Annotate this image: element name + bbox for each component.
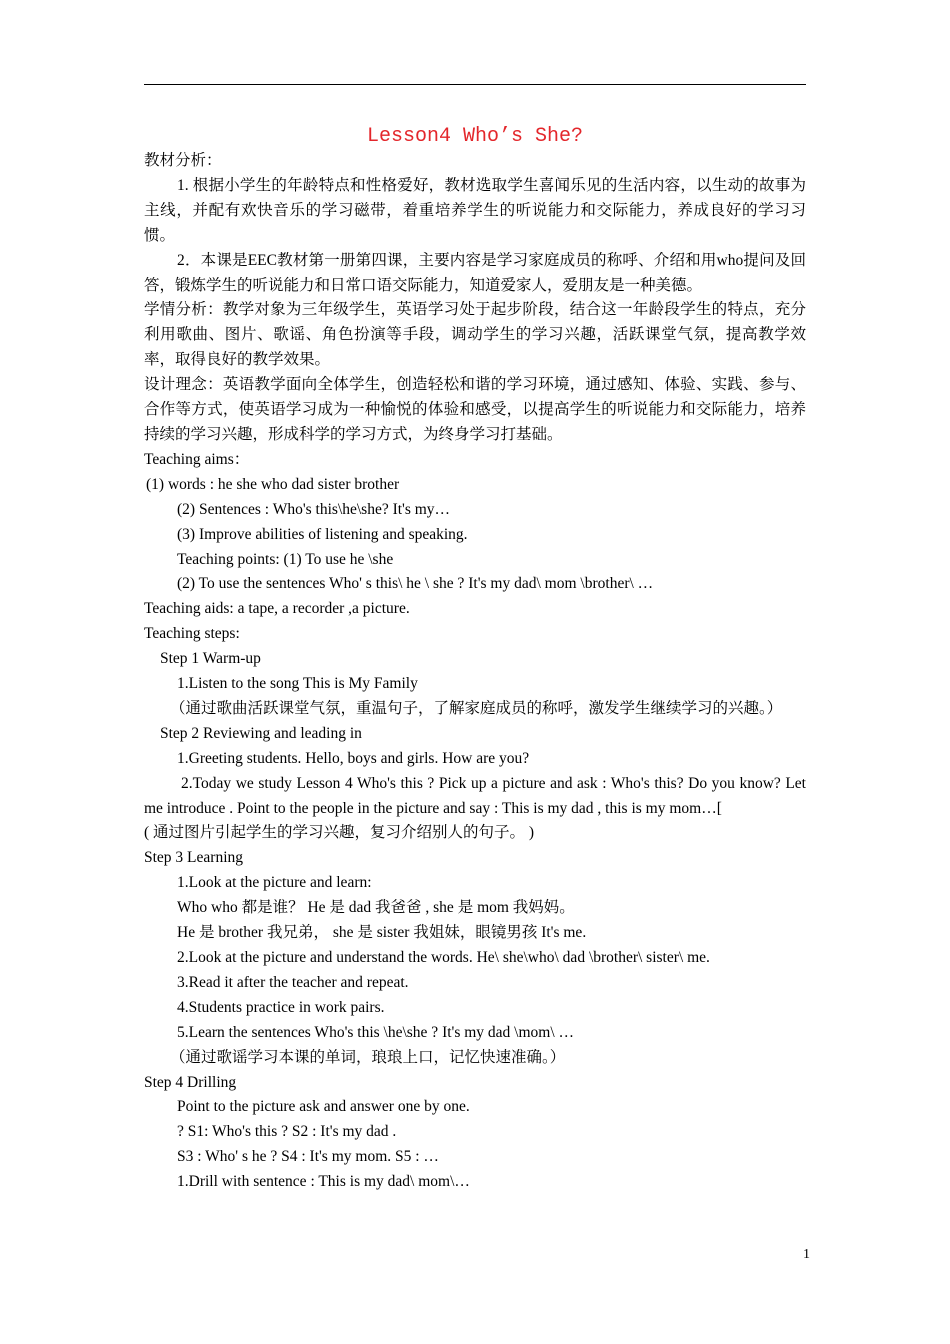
paragraph: 学情分析：教学对象为三年级学生，英语学习处于起步阶段，结合这一年龄段学生的特点，充分利用歌曲、图片、歌谣、角色扮演等手段，调动学生的学习兴趣，活跃课堂气氛，提高教学效率，取得良好的教学效果。 [144, 301, 806, 369]
header-rule [144, 84, 806, 85]
section-heading: Teaching aids: a tape, a recorder ,a picture. [144, 600, 410, 618]
step-heading: Step 4 Drilling [144, 1073, 237, 1091]
list-item: 5.Learn the sentences Who's this \he\she ? It's my dad \mom\ … [177, 1023, 575, 1041]
note: （通过歌谣学习本课的单词，琅琅上口，记忆快速准确。） [170, 1048, 566, 1066]
step-heading: Step 2 Reviewing and leading in [160, 724, 362, 742]
list-item: 2.Look at the picture and understand the words. He\ she\who\ dad \brother\ sister\ me. [177, 949, 710, 966]
paragraph: 2.Today we study Lesson 4 Who's this ? Pick up a picture and ask : Who's this? Do you know? Let me introduce . Point to the people in the picture and say : This is my dad , this is my mom…[ [144, 774, 810, 817]
paragraph: 设计理念：英语教学面向全体学生，创造轻松和谐的学习环境，通过感知、体验、实践、参与、合作等方式，使英语学习成为一种愉悦的体验和感受，以提高学生的听说能力和交际能力，培养持续的学习兴趣，形成科学的学习方式，为终身学习打基础。 [144, 376, 806, 443]
list-item: S3 : Who' s he ? S4 : It's my mom. S5 : … [177, 1148, 439, 1166]
list-item: 3.Read it after the teacher and repeat. [177, 973, 409, 991]
list-item: (3) Improve abilities of listening and speaking. [177, 525, 468, 543]
page-number: 1 [803, 1247, 810, 1262]
section-heading: 教材分析： [144, 152, 222, 169]
list-item: 4.Students practice in work pairs. [177, 998, 385, 1016]
list-item: Who who 都是谁？ He 是 dad 我爸爸 , she 是 mom 我妈妈。 [177, 899, 575, 917]
list-item: Point to the picture ask and answer one by one. [177, 1098, 470, 1116]
section-heading: Teaching steps: [144, 625, 240, 643]
list-item: He 是 brother 我兄弟， she 是 sister 我姐妹，眼镜男孩 It's me. [177, 924, 587, 942]
list-item: 1.Greeting students. Hello, boys and girls. How are you? [177, 749, 530, 767]
list-item: 1.Listen to the song This is My Family [177, 675, 418, 693]
section-heading: Teaching aims： [144, 450, 250, 468]
step-heading: Step 3 Learning [144, 849, 244, 867]
list-item: (2) To use the sentences Who' s this\ he \ she ? It's my dad\ mom \brother\ … [177, 575, 654, 593]
list-item: ? S1: Who's this ? S2 : It's my dad . [177, 1123, 397, 1141]
list-item: 1.Drill with sentence : This is my dad\ mom\… [177, 1173, 470, 1191]
lesson-title: Lesson4 Who’s She? [366, 125, 584, 148]
lesson-body [144, 149, 810, 1195]
paragraph: 2．本课是EEC教材第一册第四课，主要内容是学习家庭成员的称呼、介绍和用who提问及回答，锻炼学生的听说能力和日常口语交际能力，知道爱家人，爱朋友是一种美德。 [144, 251, 806, 294]
list-item: 1.Look at the picture and learn: [177, 874, 372, 892]
step-heading: Step 1 Warm-up [160, 650, 261, 668]
list-item: (2) Sentences : Who's this\he\she? It's my… [177, 500, 451, 518]
list-item: Teaching points: (1) To use he \she [177, 550, 394, 568]
note: ( 通过图片引起学生的学习兴趣，复习介绍别人的句子。 ) [144, 824, 535, 842]
paragraph: 1. 根据小学生的年龄特点和性格爱好，教材选取学生喜闻乐见的生活内容，以生动的故事为主线，并配有欢快音乐的学习磁带，着重培养学生的听说能力和交际能力，养成良好的学习习惯。 [144, 176, 806, 244]
list-item: (1) words : he she who dad sister brother [146, 475, 400, 493]
note: （通过歌曲活跃课堂气氛，重温句子，了解家庭成员的称呼，激发学生继续学习的兴趣。） [170, 699, 783, 717]
